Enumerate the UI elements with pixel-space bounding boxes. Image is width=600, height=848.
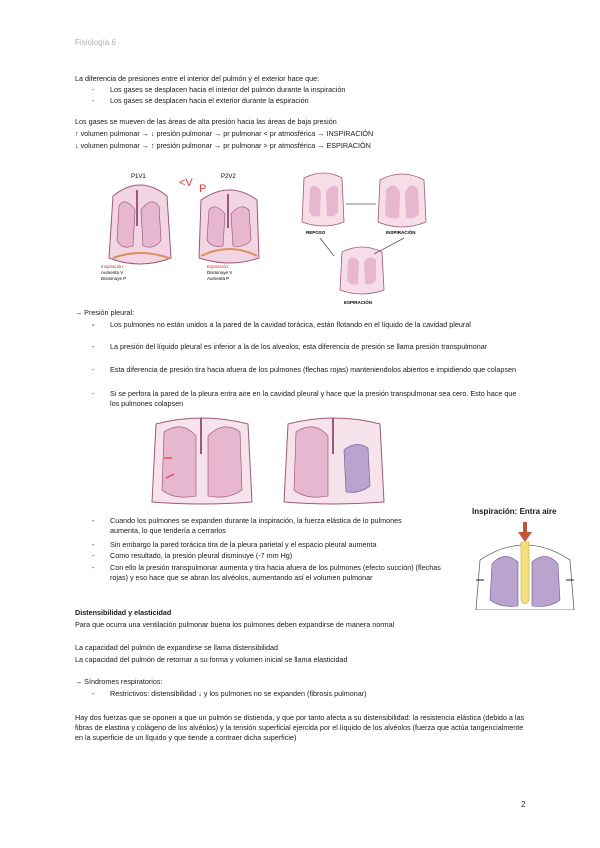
figure-thorax-volume bbox=[95, 166, 275, 286]
dash-marker: - bbox=[92, 563, 95, 572]
thorax-expiration-illustration bbox=[199, 190, 259, 263]
distensibilidad-line-3: La capacidad del pulmón de retornar a su forma y volumen inicial se llama elasticidad bbox=[75, 655, 348, 664]
figure1-right-caption-1: Espiración: bbox=[207, 264, 230, 269]
sindromes-item: Restrictivos: distensibilidad ↓ y los pulmones no se expanden (fibrosis pulmonar) bbox=[110, 689, 367, 698]
figure-pleural-collapse bbox=[112, 414, 392, 506]
gases-line-2: ↑ volumen pulmonar → ↓ presión pulmonar → pr pulmonar < pr atmosférica → INSPIRACIÓN bbox=[75, 129, 374, 138]
distensibilidad-heading: Distensibilidad y elasticidad bbox=[75, 608, 172, 617]
figure2-label-esp: ESPIRACIÓN bbox=[344, 300, 373, 305]
dash-marker: - bbox=[92, 689, 95, 698]
inspiration-figure-title: Inspiración: Entra aire bbox=[472, 507, 557, 516]
figure1-arrow-label: <V bbox=[179, 177, 193, 189]
gases-line-3: ↓ volumen pulmonar → ↑ presión pulmonar → pr pulmonar > pr atmosférica → ESPIRACIÓN bbox=[75, 141, 371, 150]
cycle-arrow bbox=[374, 238, 404, 254]
page-number: 2 bbox=[521, 800, 526, 809]
final-paragraph: Hay dos fuerzas que se oponen a que un pulmón se distienda, y que por tanto afecta a su distensibilidad: la resistencia elástica (debido a las fibras de elastina y colágeno de los alvéolos) y la tensión superficial ejercida por el líquido de los alvéolos (fuerza que actúa tangencialmente en la superficie de un líquido y que tiende a contraer dicha superficie) bbox=[75, 713, 525, 742]
dash-marker: - bbox=[92, 540, 95, 549]
dash-marker: - bbox=[92, 85, 95, 94]
pleural-item-1: Los pulmones no están unidos a la pared de la cavidad torácica, están flotando en el líquido de la cavidad pleural bbox=[110, 320, 471, 329]
intro-line: La diferencia de presiones entre el interior del pulmón y el exterior hace que: bbox=[75, 74, 320, 83]
lungs-expiration-illustration bbox=[340, 247, 384, 294]
pleural-item-3: Esta diferencia de presión tira hacia afuera de los pulmones (flechas rojas) manteniendolos abiertos e impidiendo que colapsen bbox=[110, 365, 516, 374]
dash-marker: - bbox=[92, 516, 95, 525]
figure1-left-caption-1: Inspiración: bbox=[101, 264, 125, 269]
expansion-item-3: Como resultado, la presión pleural disminuye (-7 mm Hg) bbox=[110, 551, 293, 560]
lungs-collapsed-illustration bbox=[284, 418, 384, 504]
gases-line-1: Los gases se mueven de las áreas de alta presión hacia las áreas de baja presión bbox=[75, 117, 337, 126]
dash-marker: - bbox=[92, 342, 95, 351]
page-header: Fisiología 6 bbox=[75, 38, 116, 47]
figure2-label-insp: INSPIRACIÓN bbox=[386, 230, 416, 235]
figure-pressure-cycle bbox=[284, 164, 464, 308]
lungs-inspiration-illustration bbox=[378, 174, 426, 227]
lungs-rest-illustration bbox=[302, 173, 344, 226]
dash-marker: - bbox=[92, 96, 95, 105]
dash-marker: - bbox=[92, 551, 95, 560]
pleural-heading: → Presión pleural: bbox=[75, 308, 135, 317]
figure1-left-title: P1V1 bbox=[131, 174, 146, 180]
expansion-item-1: Cuando los pulmones se expanden durante la inspiración, la fuerza elástica de lo pulmones aumenta, lo que tendería a cerrarlos bbox=[110, 516, 402, 535]
dash-marker: - bbox=[92, 389, 95, 398]
pleural-item-2: La presión del líquido pleural es inferior a la de los alveolos, esta diferencia de presión se llama presión transpulmonar bbox=[110, 342, 488, 351]
figure1-right-title: P2V2 bbox=[221, 174, 236, 180]
figure-inspiration bbox=[470, 520, 580, 610]
distensibilidad-line-2: La capacidad del pulmón de expandirse se llama distensibilidad bbox=[75, 643, 278, 652]
dash-marker: - bbox=[92, 365, 95, 374]
dash-marker: - bbox=[92, 320, 95, 329]
distensibilidad-line-1: Para que ocurra una ventilación pulmonar buena los pulmones deben expandirse de manera normal bbox=[75, 620, 395, 629]
figure1-right-caption-2: Disminuye V bbox=[207, 270, 233, 275]
pleural-item-4: Si se perfora la pared de la pleura entra aire en la cavidad pleural y hace que la presión transpulmonar sea cero. Esto hace que los pulmones colapsen bbox=[110, 389, 517, 408]
expansion-item-4: Con ello la presión transpulmonar aumenta y tira hacia afuera de los pulmones (efecto succión) (flechas rojas) y eso hace que se abran los alvéolos, aumentando así el volumen pulmonar bbox=[110, 563, 441, 582]
figure1-left-caption-2: Aumenta V bbox=[101, 270, 124, 275]
expansion-item-2: Sin embargo la pared torácica tira de la pleura parietal y el espacio pleural aumenta bbox=[110, 540, 377, 549]
figure2-label-rest: REPOSO bbox=[306, 230, 326, 235]
lungs-normal-illustration bbox=[152, 418, 252, 504]
sindromes-heading: → Síndromes respiratorios: bbox=[75, 677, 163, 686]
thorax-inspiration-illustration bbox=[109, 185, 171, 264]
intro-item-2: Los gases se desplacen hacia el exterior durante la espiración bbox=[110, 96, 309, 105]
intro-item-1: Los gases se desplacen hacia el interior del pulmón durante la inspiración bbox=[110, 85, 346, 94]
cycle-arrow bbox=[320, 238, 334, 256]
figure1-left-caption-3: Disminuye P bbox=[101, 276, 127, 281]
figure1-right-caption-3: Aumenta P bbox=[207, 276, 230, 281]
figure1-arrow-label: P bbox=[199, 183, 207, 195]
